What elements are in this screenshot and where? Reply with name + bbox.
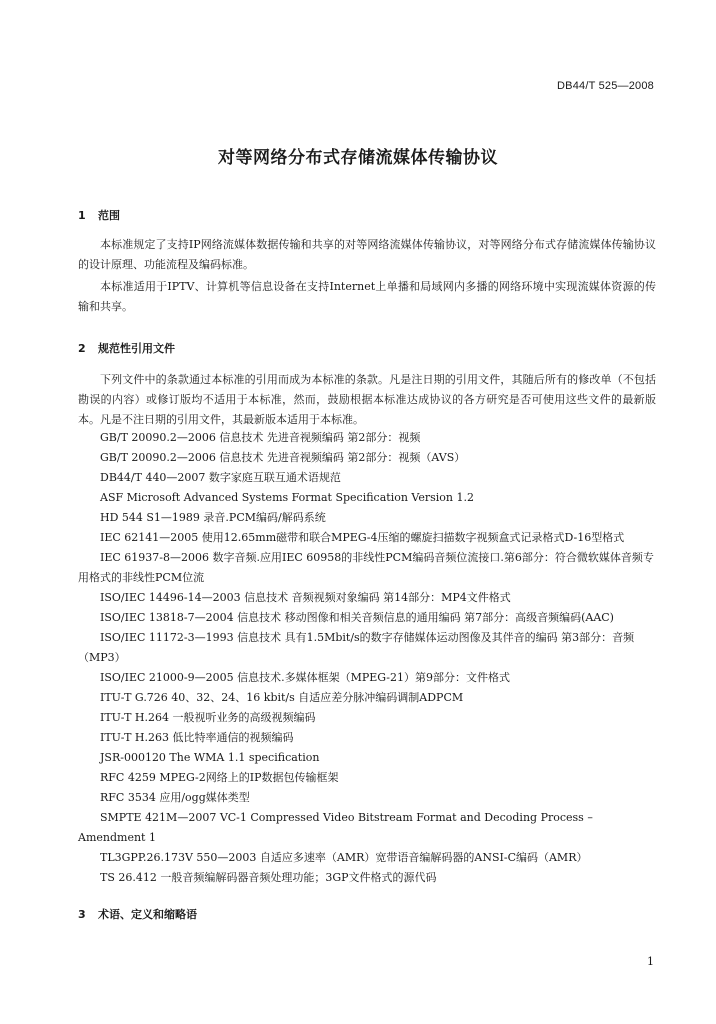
- standard-code: DB44/T 525—2008: [557, 80, 654, 92]
- reference-item: TL3GPP.26.173V 550—2003 自适应多速率（AMR）宽带语音编解码器的ANSI-C编码（AMR）: [100, 851, 588, 864]
- reference-item: ASF Microsoft Advanced Systems Format Specification Version 1.2: [100, 491, 474, 504]
- references-intro-paragraph: 下列文件中的条款通过本标准的引用而成为本标准的条款。凡是注日期的引用文件，其随后所有的修改单（不包括勘误的内容）或修订版均不适用于本标准，然而，鼓励根据本标准达成协议的各方研究是否可使用这些文件的最新版本。凡是不注日期的引用文件，其最新版本适用于本标准。: [78, 373, 656, 426]
- section-heading-terms: [78, 906, 197, 922]
- section-title: 范围: [98, 209, 120, 222]
- section-number: 2: [78, 342, 86, 355]
- reference-item: JSR-000120 The WMA 1.1 specification: [100, 751, 320, 764]
- scope-paragraph-2: 本标准适用于IPTV、计算机等信息设备在支持Internet上单播和局域网内多播的网络环境中实现流媒体资源的传输和共享。: [78, 280, 656, 313]
- reference-item: SMPTE 421M—2007 VC-1 Compressed Video Bitstream Format and Decoding Process – Amendment 1: [78, 811, 593, 844]
- reference-item: ITU-T H.264 一般视听业务的高级视频编码: [100, 711, 316, 724]
- scope-paragraph-1: 本标准规定了支持IP网络流媒体数据传输和共享的对等网络流媒体传输协议，对等网络分布式存储流媒体传输协议的设计原理、功能流程及编码标准。: [78, 238, 656, 271]
- reference-item: ITU-T G.726 40、32、24、16 kbit/s 自适应差分脉冲编码调制ADPCM: [100, 691, 464, 704]
- reference-item: GB/T 20090.2—2006 信息技术 先进音视频编码 第2部分：视频: [100, 431, 421, 444]
- section-heading-scope: [78, 207, 120, 223]
- section-title: 规范性引用文件: [98, 342, 175, 355]
- reference-item: RFC 3534 应用/ogg媒体类型: [100, 791, 250, 804]
- document-title: 对等网络分布式存储流媒体传输协议: [218, 148, 498, 168]
- reference-item: IEC 61937-8—2006 数字音频.应用IEC 60958的非线性PCM编码音频位流接口.第6部分：符合微软媒体音频专用格式的非线性PCM位流: [78, 551, 654, 584]
- reference-item: RFC 4259 MPEG-2网络上的IP数据包传输框架: [100, 771, 339, 784]
- reference-item: GB/T 20090.2—2006 信息技术 先进音视频编码 第2部分：视频（AVS）: [100, 451, 466, 464]
- reference-item: ISO/IEC 21000-9—2005 信息技术.多媒体框架（MPEG-21）第9部分：文件格式: [100, 671, 510, 684]
- reference-item: ISO/IEC 13818-7—2004 信息技术 移动图像和相关音频信息的通用编码 第7部分：高级音频编码(AAC): [100, 611, 614, 624]
- section-heading-normative-references: [78, 340, 175, 356]
- reference-list: [78, 428, 656, 888]
- section-number: 3: [78, 908, 86, 921]
- reference-item: HD 544 S1—1989 录音.PCM编码/解码系统: [100, 511, 326, 524]
- reference-item: TS 26.412 一般音频编解码器音频处理功能；3GP文件格式的源代码: [100, 871, 437, 884]
- reference-item: IEC 62141—2005 使用12.65mm磁带和联合MPEG-4压缩的螺旋扫描数字视频盒式记录格式D-16型格式: [100, 531, 625, 544]
- section-number: 1: [78, 209, 86, 222]
- reference-item: DB44/T 440—2007 数字家庭互联互通术语规范: [100, 471, 341, 484]
- reference-item: ITU-T H.263 低比特率通信的视频编码: [100, 731, 294, 744]
- reference-item: ISO/IEC 14496-14—2003 信息技术 音频视频对象编码 第14部分：MP4文件格式: [100, 591, 511, 604]
- reference-item: ISO/IEC 11172-3—1993 信息技术 具有1.5Mbit/s的数字存储媒体运动图像及其伴音的编码 第3部分：音频（MP3）: [78, 631, 635, 664]
- section-title: 术语、定义和缩略语: [98, 908, 197, 921]
- page-number: 1: [647, 955, 654, 968]
